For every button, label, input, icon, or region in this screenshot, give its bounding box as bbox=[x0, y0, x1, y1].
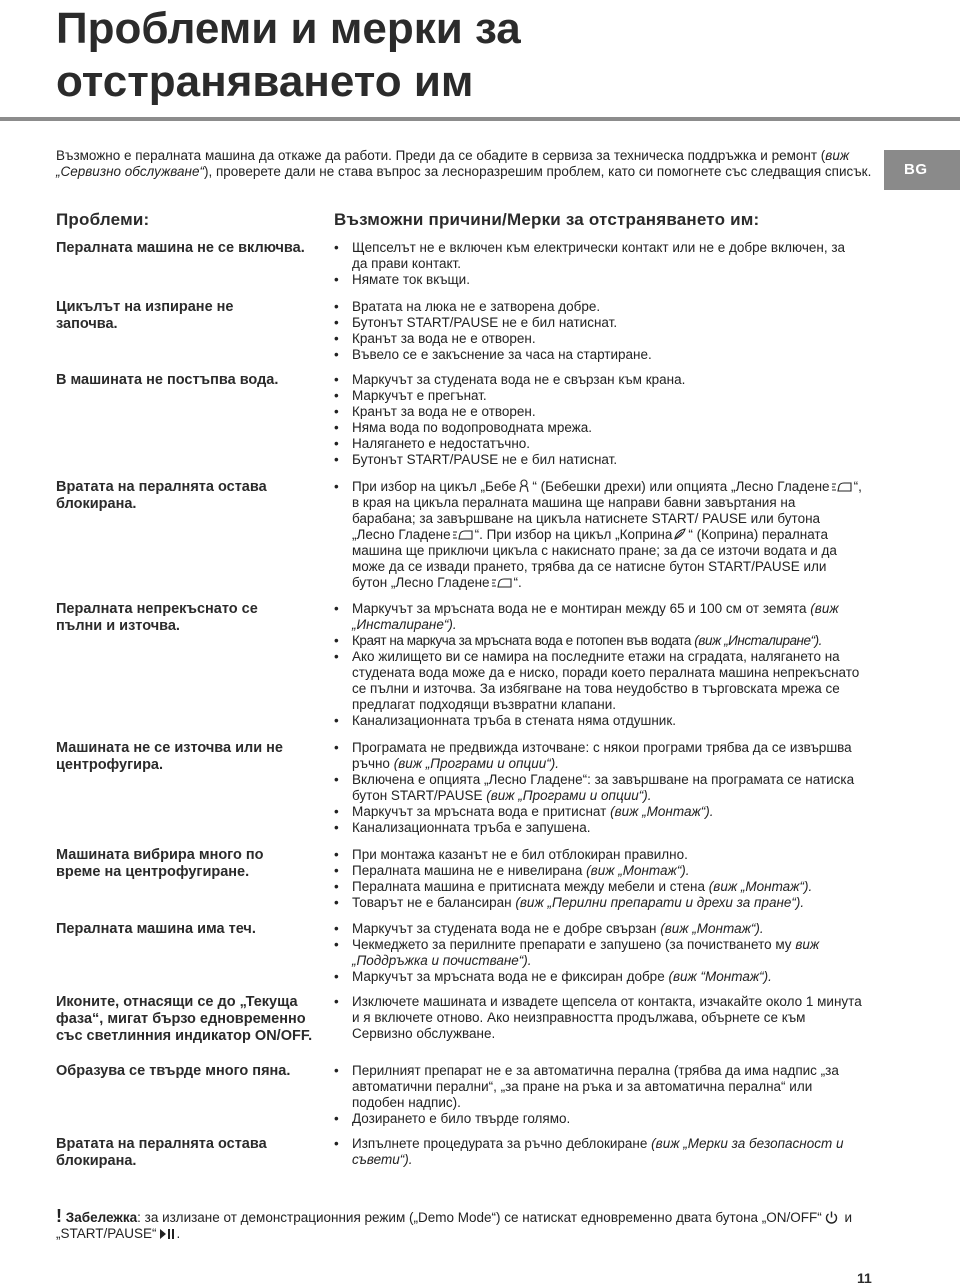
problem-label: Пералната машина има теч. bbox=[56, 921, 256, 937]
problem-label: Пералната машина не се включва. bbox=[56, 240, 305, 256]
problem-label: Машината вибрира много по време на центрофугиране. bbox=[56, 847, 264, 880]
cause-text: “ (Бебешки дрехи) или опцията „Лесно Гладене bbox=[532, 479, 830, 494]
cause-reference: (виж „Монтаж“). bbox=[610, 804, 714, 819]
cause-item: • Щепселът не е включен към електрически контакт или не е добре включен, за да прави контакт. bbox=[332, 240, 862, 272]
note-label: Забележка bbox=[65, 1210, 138, 1225]
cause-item: • Маркучът за студената вода не е свързан към крана. bbox=[332, 372, 862, 388]
cause-text: Маркучът за мръсната вода не е фиксиран добре bbox=[352, 969, 665, 984]
intro-service-reference: виж „Сервизно обслужване“ bbox=[56, 148, 850, 179]
cause-item bbox=[332, 879, 862, 895]
problem-label: Образува се твърде много пяна. bbox=[56, 1063, 291, 1079]
cause-item: • Маркучът е прегънат. bbox=[332, 388, 862, 404]
cause-list bbox=[332, 847, 862, 911]
cause-item: • Дозирането е било твърде голямо. bbox=[332, 1111, 862, 1127]
warning-icon: ! bbox=[56, 1206, 62, 1226]
cause-text: Чекмеджето за перилните препарати е запушено (за почистването му bbox=[352, 937, 792, 952]
cause-list bbox=[332, 601, 862, 729]
cause-reference: (виж „Монтаж“). bbox=[660, 921, 764, 936]
start-pause-icon bbox=[159, 1227, 175, 1241]
easy-iron-icon bbox=[452, 529, 474, 541]
problem-label: Вратата на пералнята остава блокирана. bbox=[56, 479, 267, 512]
cause-reference: (виж „Програми и опции“). bbox=[393, 756, 559, 771]
cause-text: “ (Коприна) пералната машина ще приключи цикъла с накиснато пране; за да се източи водата и да може да се извади прането, трябва да се натисне бутон START/PAUSE или бутон „Лесно Гладене bbox=[352, 527, 837, 590]
cause-item: • Канализационната тръба в стената няма отдушник. bbox=[332, 713, 862, 729]
page-title: Проблеми и мерки за отстраняването им bbox=[56, 4, 521, 106]
cause-item: • Нямате ток вкъщи. bbox=[332, 272, 862, 288]
cause-item bbox=[332, 863, 862, 879]
cause-item: • Канализационната тръба е запушена. bbox=[332, 820, 862, 836]
demo-mode-note bbox=[56, 1208, 856, 1242]
cause-item bbox=[332, 633, 862, 649]
problem-label: Цикълът на изпиране не започва. bbox=[56, 299, 234, 332]
cause-reference: виж „Поддръжка и почистване“). bbox=[352, 937, 820, 968]
baby-cycle-icon bbox=[517, 479, 531, 493]
cause-item: • Въвело се е закъснение за часа на стартиране. bbox=[332, 347, 862, 363]
easy-iron-icon bbox=[491, 577, 513, 589]
cause-text: Пералната машина не е нивелирана bbox=[352, 863, 583, 878]
cause-text: Маркучът за студената вода не е добре свързан bbox=[352, 921, 657, 936]
cause-item: • Кранът за вода не е отворен. bbox=[332, 404, 862, 420]
cause-item bbox=[332, 895, 862, 911]
cause-reference: (виж „Монтаж“). bbox=[708, 879, 813, 894]
cause-reference: (виж „Инсталиране“). bbox=[352, 601, 839, 632]
page-number: 11 bbox=[857, 1270, 872, 1286]
cause-item bbox=[332, 804, 862, 820]
note-text-1: : за излизане от демонстрационния режим („Demo Mode“) се натискат едновременно двата бутона „ON/OFF“ bbox=[137, 1210, 822, 1225]
cause-reference: (виж „Мерки за безопасност и съвети“). bbox=[352, 1136, 844, 1167]
cause-reference: (виж “Монтаж“). bbox=[668, 969, 772, 984]
cause-item: • Налягането е недостатъчно. bbox=[332, 436, 862, 452]
cause-item: • Бутонът START/PAUSE не е бил натиснат. bbox=[332, 452, 862, 468]
power-icon bbox=[824, 1210, 839, 1225]
cause-list bbox=[332, 740, 862, 836]
cause-list bbox=[332, 299, 862, 363]
problem-label: Пералната непрекъснато се пълни и източва. bbox=[56, 601, 258, 634]
cause-list bbox=[332, 479, 862, 591]
cause-reference: (виж „Програми и опции“). bbox=[486, 788, 652, 803]
cause-item bbox=[332, 772, 862, 804]
cause-list bbox=[332, 1063, 862, 1127]
cause-item bbox=[332, 937, 862, 969]
cause-list bbox=[332, 994, 862, 1042]
cause-text: “, в края на цикъла пералната машина ще направи бавни завъртания на барабана; за завършване на цикъла натиснете START/ PAUSE или бутона „Лесно Гладене bbox=[352, 479, 862, 542]
cause-item: • Изключете машината и извадете щепсела от контакта, изчакайте около 1 минута и я включете отново. Ако неизправността продължава, обърнете се към Сервизно обслужване. bbox=[332, 994, 862, 1042]
cause-text: Маркучът за мръсната вода е притиснат bbox=[352, 804, 607, 819]
language-tab: BG bbox=[884, 150, 960, 190]
cause-text: Изпълнете процедурата за ръчно деблокиране bbox=[352, 1136, 648, 1151]
causes-column-heading: Възможни причини/Мерки за отстраняването им: bbox=[334, 210, 760, 229]
intro-text-2: ), проверете дали не става въпрос за лесноразрешим проблем, като си помогнете със следващия списък. bbox=[203, 164, 872, 179]
note-text-2: и „START/PAUSE“ bbox=[56, 1210, 853, 1241]
cause-text: Товарът не е балансиран bbox=[352, 895, 512, 910]
cause-text: “. bbox=[513, 575, 522, 590]
cause-list bbox=[332, 921, 862, 985]
problem-label: В машината не постъпва вода. bbox=[56, 372, 279, 388]
cause-list bbox=[332, 1136, 862, 1168]
intro-text-1: Възможно е пералната машина да откаже да работи. Преди да се обадите в сервиза за техническа поддръжка и ремонт ( bbox=[56, 148, 826, 163]
cause-item: • При монтажа казанът не е бил отблокиран правилно. bbox=[332, 847, 862, 863]
cause-list bbox=[332, 240, 862, 288]
cause-list bbox=[332, 372, 862, 468]
cause-item bbox=[332, 921, 862, 937]
cause-item: • Перилният препарат не е за автоматична перална (трябва да има надпис „за автоматични перални“, „за пране на ръка и за автоматична перална“ или подобен надпис). bbox=[332, 1063, 862, 1111]
problem-label: Вратата на пералнята остава блокирана. bbox=[56, 1136, 267, 1169]
cause-item bbox=[332, 740, 862, 772]
problems-column-heading: Проблеми: bbox=[56, 210, 150, 229]
cause-item bbox=[332, 969, 862, 985]
cause-item: • Ако жилището ви се намира на последните етажи на сградата, налягането на студената вода може да е ниско, поради което пералната машина непрекъснато се пълни и източва. За избягване на това неудобство в търговската мрежа се предлагат подходящи възвратни клапани. bbox=[332, 649, 862, 713]
cause-item bbox=[332, 1136, 862, 1168]
cause-reference: (виж „Перилни препарати и дрехи за пране“). bbox=[515, 895, 805, 910]
cause-item: • Бутонът START/PAUSE не е бил натиснат. bbox=[332, 315, 862, 331]
note-text-3: . bbox=[176, 1226, 181, 1241]
easy-iron-icon bbox=[831, 481, 853, 493]
cause-text: Програмата не предвижда източване: с някои програми трябва да се извършва ръчно bbox=[352, 740, 852, 771]
cause-text: Включена е опцията „Лесно Гладене“: за завършване на програмата се натиска бутон START/PAUSE bbox=[352, 772, 855, 803]
cause-item bbox=[332, 601, 862, 633]
intro-paragraph bbox=[56, 148, 876, 180]
problem-label: Машината не се източва или не центрофугира. bbox=[56, 740, 283, 773]
cause-text: При избор на цикъл „Бебе bbox=[352, 479, 517, 494]
cause-reference: (виж „Инсталиране“). bbox=[694, 633, 822, 648]
cause-text: Пералната машина е притисната между мебели и стена bbox=[352, 879, 706, 894]
cause-item bbox=[332, 479, 862, 591]
cause-item: • Няма вода по водопроводната мрежа. bbox=[332, 420, 862, 436]
problem-label: Иконите, отнасящи се до „Текуща фаза“, мигат бързо едновременно със светлинния индикатор ON/OFF. bbox=[56, 994, 313, 1044]
silk-cycle-icon bbox=[673, 527, 687, 541]
cause-reference: (виж „Монтаж“). bbox=[586, 863, 690, 878]
cause-item: • Кранът за вода не е отворен. bbox=[332, 331, 862, 347]
cause-item: • Вратата на люка не е затворена добре. bbox=[332, 299, 862, 315]
title-divider bbox=[0, 117, 960, 121]
cause-text: Краят на маркуча за мръсната вода е потопен във водата bbox=[352, 633, 691, 648]
cause-text: Маркучът за мръсната вода не е монтиран между 65 и 100 см от земята bbox=[352, 601, 807, 616]
cause-text: “. При избор на цикъл „Коприна bbox=[474, 527, 673, 542]
